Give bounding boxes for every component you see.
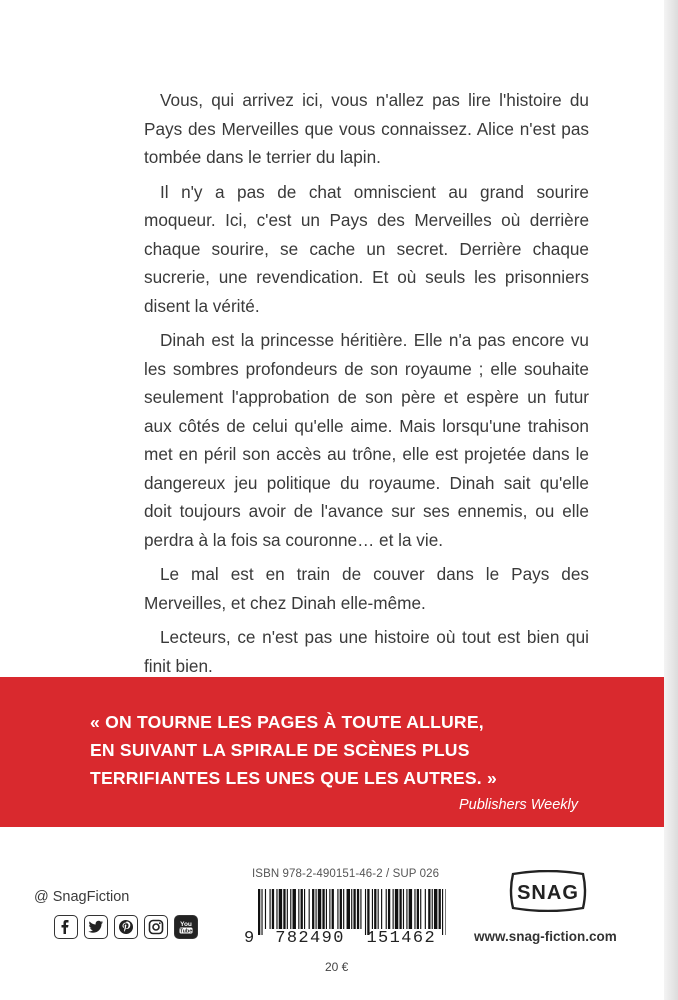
social-icons (54, 915, 198, 939)
website-url: www.snag-fiction.com (474, 929, 617, 944)
quote-line: EN SUIVANT LA SPIRALE DE SCÈNES PLUS (90, 740, 470, 760)
review-quote (90, 708, 600, 792)
blurb-paragraph: Le mal est en train de couver dans le Pays des Merveilles, et chez Dinah elle-même. (144, 564, 589, 613)
svg-text:Tube: Tube (179, 928, 193, 935)
barcode-digit-group: 151462 (366, 929, 437, 948)
isbn-text: ISBN 978-2-490151-46-2 / SUP 026 (252, 868, 440, 880)
barcode-digits (244, 929, 436, 948)
youtube-icon[interactable] (174, 915, 198, 939)
instagram-icon[interactable] (144, 915, 168, 939)
social-handle: @ SnagFiction (34, 889, 130, 905)
pinterest-icon[interactable] (114, 915, 138, 939)
quote-attribution: Publishers Weekly (458, 797, 578, 813)
blurb-paragraph: Vous, qui arrivez ici, vous n'allez pas lire l'histoire du Pays des Merveilles que vous connaissez. Alice n'est pas tombée dans le terrier du lapin. (144, 90, 589, 167)
barcode-digit-prefix: 9 (244, 929, 256, 948)
barcode-digit-group: 782490 (275, 929, 345, 948)
svg-text:You: You (180, 921, 192, 928)
quote-line: TERRIFIANTES LES UNES QUE LES AUTRES. » (90, 768, 497, 788)
twitter-icon[interactable] (84, 915, 108, 939)
facebook-icon[interactable] (54, 915, 78, 939)
blurb-paragraph: Il n'y a pas de chat omniscient au grand sourire moqueur. Ici, c'est un Pays des Merveilles où derrière chaque sourire, se cache un secret. Derrière chaque sucrerie, une revendication. Et où seuls les prisonniers disent la vérité. (144, 181, 589, 316)
blurb-paragraph: Lecteurs, ce n'est pas une histoire où tout est bien qui finit bien. (144, 627, 589, 676)
price: 20 € (325, 960, 349, 974)
quote-line: « ON TOURNE LES PAGES À TOUTE ALLURE, (90, 712, 484, 732)
blurb-paragraph: Dinah est la princesse héritière. Elle n'a pas encore vu les sombres profondeurs de son royaume ; elle souhaite seulement l'approbation de son père et espère un futur aux côtés de celui qu'elle aime. Mais lorsqu'une trahison met en péril son accès au trône, elle est projetée dans le dangereux jeu politique du royaume. Dinah sait qu'elle doit toujours avoir de l'avance sur ses ennemis, ou elle perdra à la fois sa couronne… et la vie. (144, 330, 589, 550)
logo-text: SNAG (517, 882, 579, 904)
book-spine-edge (664, 0, 678, 1000)
back-cover-blurb (144, 86, 589, 721)
snag-logo (507, 870, 589, 912)
